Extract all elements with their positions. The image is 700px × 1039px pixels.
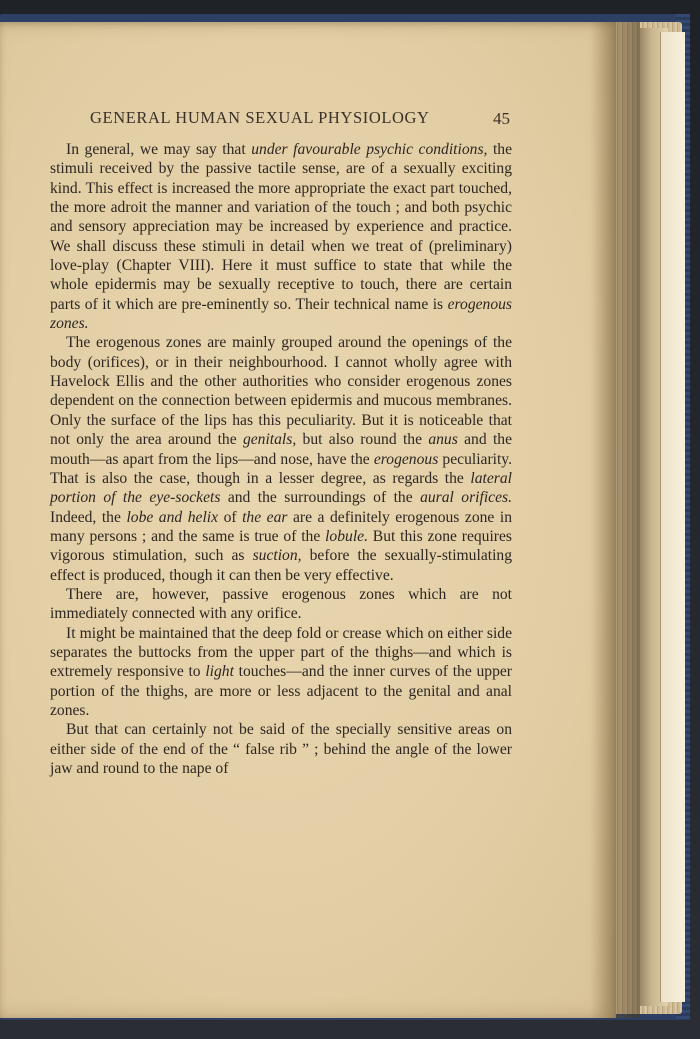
italic-text: lateral portion of the eye-sockets	[50, 469, 512, 507]
italic-text: genitals,	[242, 431, 297, 449]
italic-text: erogenous zones.	[50, 295, 512, 333]
running-head: GENERAL HUMAN SEXUAL PHYSIOLOGY	[90, 108, 430, 127]
italic-text: aural orifices.	[420, 489, 512, 507]
page-number: 45	[493, 109, 510, 128]
italic-text: anus	[428, 431, 458, 449]
paragraph	[50, 140, 512, 333]
text-run: It might be maintained that the deep fold or crease which on either side separates the buttocks from the upper part of the thighs—and which is extremely responsive to	[50, 624, 512, 681]
text-run: In general, we may say that	[66, 141, 252, 158]
text-run: are a definitely erogenous zone in many persons ; and the same is true of the	[50, 508, 512, 545]
italic-text: suction,	[252, 547, 302, 565]
paragraph	[50, 624, 512, 721]
text-run: The erogenous zones are mainly grouped around the openings of the body (orifices), or in their neighbourhood. I cannot wholly agree with Havelock Ellis and the other authorities who consider erogenous zones dependent on the connection between epidermis and mucous membranes. Only the surface of the lips has this peculiarity. But it is noticeable that not only the area around the	[50, 334, 512, 449]
italic-text: under favourable psychic conditions,	[251, 141, 488, 158]
italic-text: lobe and helix	[126, 508, 219, 526]
text-run: peculiarity. That is also the case, though in a lesser degree, as regards the	[50, 450, 512, 487]
paragraph	[50, 333, 512, 584]
text-run: There are, however, passive erogenous zones which are not immediately connected with any orifice.	[50, 585, 512, 623]
text-run: of	[218, 508, 243, 526]
page-gutter-shadow	[590, 22, 640, 1018]
text-run: and the mouth—as apart from the lips—and nose, have the	[50, 431, 513, 468]
text-run: Indeed, the	[50, 508, 127, 526]
italic-text: light	[205, 663, 234, 681]
text-run: but also round the	[296, 431, 429, 449]
paragraph	[50, 585, 512, 624]
italic-text: the ear	[242, 508, 288, 526]
body-text	[50, 140, 512, 778]
italic-text: erogenous	[373, 450, 439, 468]
page-edges-light	[660, 32, 685, 1002]
italic-text: lobule.	[325, 527, 368, 545]
text-run: and the surroundings of the	[220, 489, 421, 507]
text-run: But that can certainly not be said of the specially sensitive areas on either side of the end of the “ false rib ” ; behind the angle of the lower jaw and round to the nape of	[50, 721, 512, 777]
text-run: before the sexually-stimulating effect is produced, though it can then be very effective.	[50, 547, 512, 584]
text-run: touches—and the inner curves of the upper portion of the thighs, are more or less adjacent to the genital and anal zones.	[50, 663, 512, 719]
text-run: the stimuli received by the passive tactile sense, are of a sexually exciting kind. This effect is increased the more appropriate the exact part touched, the more adroit the manner and variation of the touch ; and both psychic and sensory appreciation may be increased by experience and practice. We shall discuss these stimuli in detail when we treat of (preliminary) love-play (Chapter VIII). Here it must suffice to state that while the whole epidermis may be sexually receptive to touch, there are certain parts of it which are pre-eminently so. Their technical name is	[50, 141, 512, 313]
text-run: But this zone requires vigorous stimulation, such as	[50, 527, 512, 565]
paragraph	[50, 720, 512, 778]
